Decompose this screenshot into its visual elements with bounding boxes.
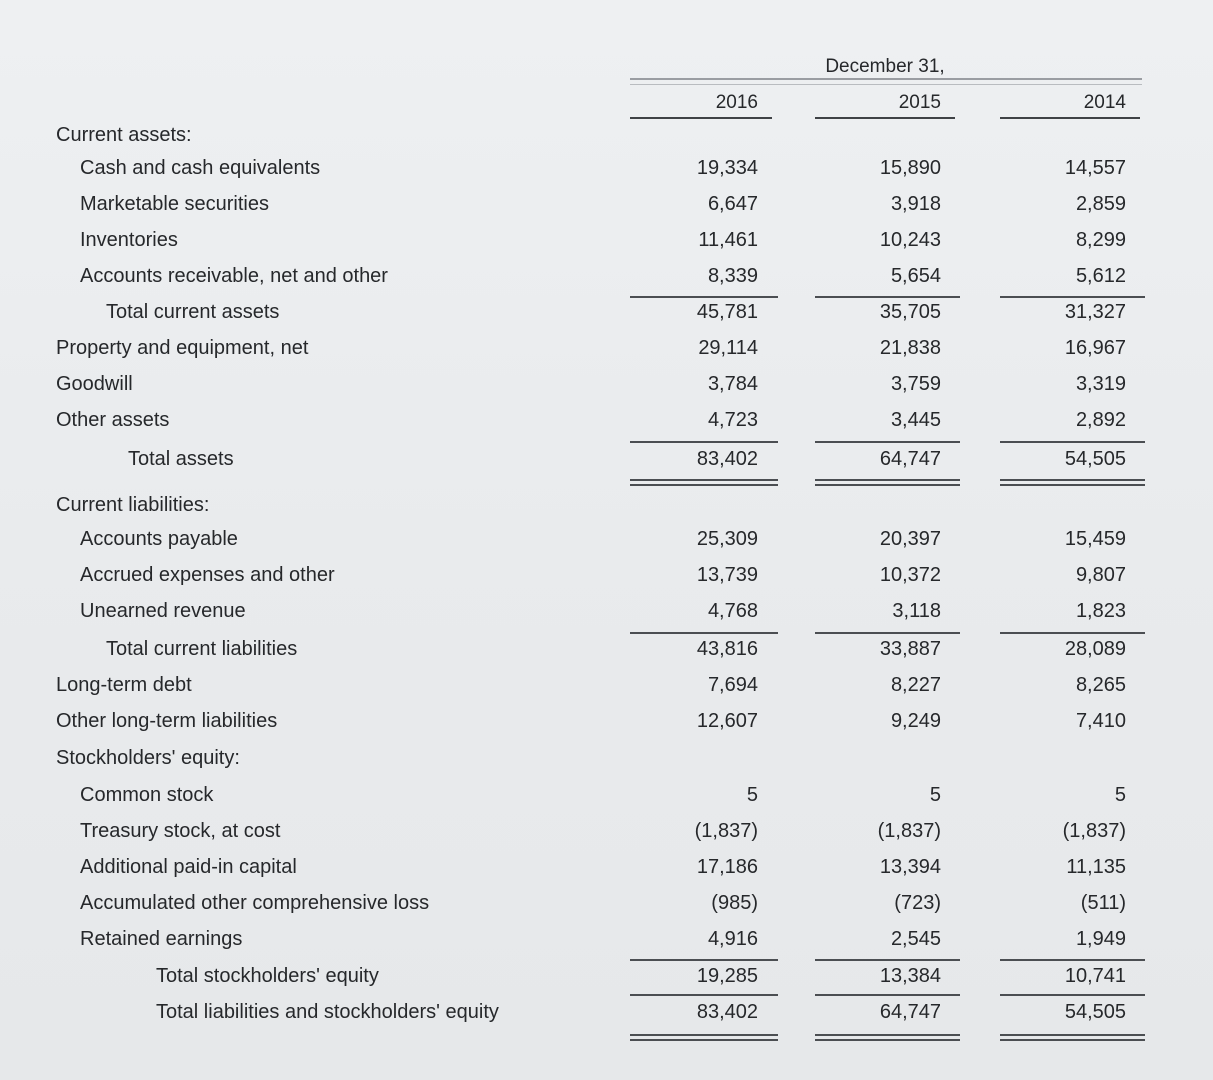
value-2014: (511) — [1080, 892, 1126, 914]
row-label: Retained earnings — [80, 928, 243, 950]
value-2016: 83,402 — [696, 448, 758, 470]
value-2016: 45,781 — [696, 301, 758, 323]
value-2016: 43,816 — [696, 638, 758, 660]
value-2016: 4,916 — [707, 928, 758, 950]
year-underline — [1000, 117, 1140, 119]
value-2016: (985) — [711, 892, 758, 914]
value-2016: 29,114 — [698, 337, 758, 359]
total-double-rule — [1000, 1034, 1145, 1041]
row-additional-paid-in-capital — [0, 854, 1213, 884]
row-label: Other long-term liabilities — [56, 710, 278, 732]
value-2014: 16,967 — [1064, 337, 1126, 359]
value-2014: 10,741 — [1064, 965, 1126, 987]
subtotal-rule — [630, 959, 778, 961]
row-total-stockholders-equity — [0, 963, 1213, 993]
row-inventories — [0, 227, 1213, 257]
row-other-assets — [0, 407, 1213, 437]
row-other-long-term-liabilities — [0, 708, 1213, 738]
value-2014: 8,299 — [1075, 229, 1126, 251]
value-2015: (1,837) — [877, 820, 941, 842]
row-label: Marketable securities — [80, 193, 269, 215]
value-2014: 9,807 — [1075, 564, 1126, 586]
value-2014: 7,410 — [1075, 710, 1126, 732]
value-2015: 3,918 — [890, 193, 941, 215]
row-total-current-assets — [0, 299, 1213, 329]
subtotal-rule — [815, 632, 960, 634]
value-2016: 6,647 — [707, 193, 758, 215]
value-2016: 25,309 — [696, 528, 758, 550]
value-2016: 4,768 — [707, 600, 758, 622]
value-2016: 7,694 — [707, 674, 758, 696]
row-common-stock — [0, 782, 1213, 812]
row-label: Total stockholders' equity — [156, 965, 379, 987]
year-underline — [630, 117, 772, 119]
value-2015: 5,654 — [890, 265, 941, 287]
row-accounts-payable — [0, 526, 1213, 556]
value-2015: 2,545 — [890, 928, 941, 950]
value-2014: 2,859 — [1075, 193, 1126, 215]
year-2015: 2015 — [898, 92, 941, 113]
row-label: Common stock — [80, 784, 214, 806]
section-stockholders-equity: Stockholders' equity: — [56, 747, 240, 769]
row-total-liabilities-and-equity — [0, 999, 1213, 1029]
header-top-rule — [630, 78, 1142, 80]
row-total-current-liabilities — [0, 636, 1213, 666]
value-2014: 11,135 — [1066, 856, 1126, 878]
row-accounts-receivable — [0, 263, 1213, 293]
total-double-rule — [815, 479, 960, 486]
header-sub-rule — [630, 84, 1142, 85]
row-label: Treasury stock, at cost — [80, 820, 281, 842]
row-label: Accumulated other comprehensive loss — [80, 892, 430, 914]
value-2015: 3,445 — [890, 409, 941, 431]
value-2014: (1,837) — [1062, 820, 1126, 842]
value-2016: 19,334 — [696, 157, 758, 179]
value-2015: 64,747 — [879, 1001, 941, 1023]
row-marketable-securities — [0, 191, 1213, 221]
row-long-term-debt — [0, 672, 1213, 702]
total-double-rule — [630, 1034, 778, 1041]
subtotal-rule — [630, 632, 778, 634]
subtotal-rule — [1000, 994, 1145, 996]
value-2015: 10,243 — [879, 229, 941, 251]
subtotal-rule — [630, 994, 778, 996]
value-2014: 1,823 — [1075, 600, 1126, 622]
value-2016: 4,723 — [707, 409, 758, 431]
value-2015: 33,887 — [879, 638, 941, 660]
row-treasury-stock — [0, 818, 1213, 848]
value-2014: 2,892 — [1075, 409, 1126, 431]
value-2015: 9,249 — [890, 710, 941, 732]
row-label: Property and equipment, net — [56, 337, 309, 359]
value-2016: 5 — [746, 784, 758, 806]
year-2014: 2014 — [1083, 92, 1126, 113]
section-current-assets: Current assets: — [56, 124, 192, 146]
row-label: Accounts payable — [80, 528, 238, 550]
value-2016: 83,402 — [696, 1001, 758, 1023]
subtotal-rule — [815, 994, 960, 996]
value-2016: 3,784 — [707, 373, 758, 395]
value-2016: 19,285 — [696, 965, 758, 987]
total-double-rule — [1000, 479, 1145, 486]
value-2015: 64,747 — [879, 448, 941, 470]
subtotal-rule — [1000, 959, 1145, 961]
row-unearned-revenue — [0, 598, 1213, 628]
value-2015: (723) — [894, 892, 941, 914]
row-label: Other assets — [56, 409, 170, 431]
row-label: Additional paid-in capital — [80, 856, 297, 878]
value-2015: 3,118 — [892, 600, 941, 622]
value-2016: 11,461 — [698, 229, 758, 251]
value-2014: 28,089 — [1064, 638, 1126, 660]
row-retained-earnings — [0, 926, 1213, 956]
value-2016: 8,339 — [707, 265, 758, 287]
value-2014: 54,505 — [1064, 448, 1126, 470]
value-2014: 31,327 — [1064, 301, 1126, 323]
value-2015: 20,397 — [879, 528, 941, 550]
value-2015: 35,705 — [879, 301, 941, 323]
row-label: Long-term debt — [56, 674, 192, 696]
row-label: Cash and cash equivalents — [80, 157, 321, 179]
subtotal-rule — [1000, 632, 1145, 634]
section-current-liabilities: Current liabilities: — [56, 494, 210, 516]
value-2015: 5 — [929, 784, 941, 806]
value-2016: 17,186 — [696, 856, 758, 878]
value-2014: 15,459 — [1064, 528, 1126, 550]
subtotal-rule — [1000, 441, 1145, 443]
subtotal-rule — [630, 441, 778, 443]
value-2015: 21,838 — [879, 337, 941, 359]
row-label: Total liabilities and stockholders' equity — [156, 1001, 499, 1023]
value-2015: 3,759 — [890, 373, 941, 395]
subtotal-rule — [630, 296, 778, 298]
year-underline — [815, 117, 955, 119]
subtotal-rule — [815, 296, 960, 298]
row-label: Goodwill — [56, 373, 133, 395]
row-label: Accounts receivable, net and other — [80, 265, 388, 287]
value-2016: 13,739 — [696, 564, 758, 586]
subtotal-rule — [815, 441, 960, 443]
value-2014: 3,319 — [1075, 373, 1126, 395]
value-2014: 8,265 — [1075, 674, 1126, 696]
row-label: Total assets — [128, 448, 234, 470]
value-2015: 13,384 — [879, 965, 941, 987]
year-2016: 2016 — [715, 92, 758, 113]
row-label: Accrued expenses and other — [80, 564, 335, 586]
total-double-rule — [815, 1034, 960, 1041]
date-header: December 31, — [825, 56, 945, 77]
subtotal-rule — [1000, 296, 1145, 298]
row-property-equipment — [0, 335, 1213, 365]
row-label: Total current assets — [106, 301, 280, 323]
row-label: Total current liabilities — [106, 638, 298, 660]
value-2014: 14,557 — [1064, 157, 1126, 179]
row-goodwill — [0, 371, 1213, 401]
value-2015: 8,227 — [890, 674, 941, 696]
value-2014: 5 — [1114, 784, 1126, 806]
value-2015: 10,372 — [879, 564, 941, 586]
row-accumulated-oci-loss — [0, 890, 1213, 920]
row-cash — [0, 155, 1213, 185]
row-total-assets — [0, 446, 1213, 476]
subtotal-rule — [815, 959, 960, 961]
value-2014: 1,949 — [1075, 928, 1126, 950]
value-2014: 54,505 — [1064, 1001, 1126, 1023]
row-label: Unearned revenue — [80, 600, 246, 622]
value-2016: (1,837) — [694, 820, 758, 842]
value-2015: 15,890 — [879, 157, 941, 179]
value-2015: 13,394 — [879, 856, 941, 878]
total-double-rule — [630, 479, 778, 486]
value-2014: 5,612 — [1075, 265, 1126, 287]
row-label: Inventories — [80, 229, 178, 251]
row-accrued-expenses — [0, 562, 1213, 592]
value-2016: 12,607 — [696, 710, 758, 732]
